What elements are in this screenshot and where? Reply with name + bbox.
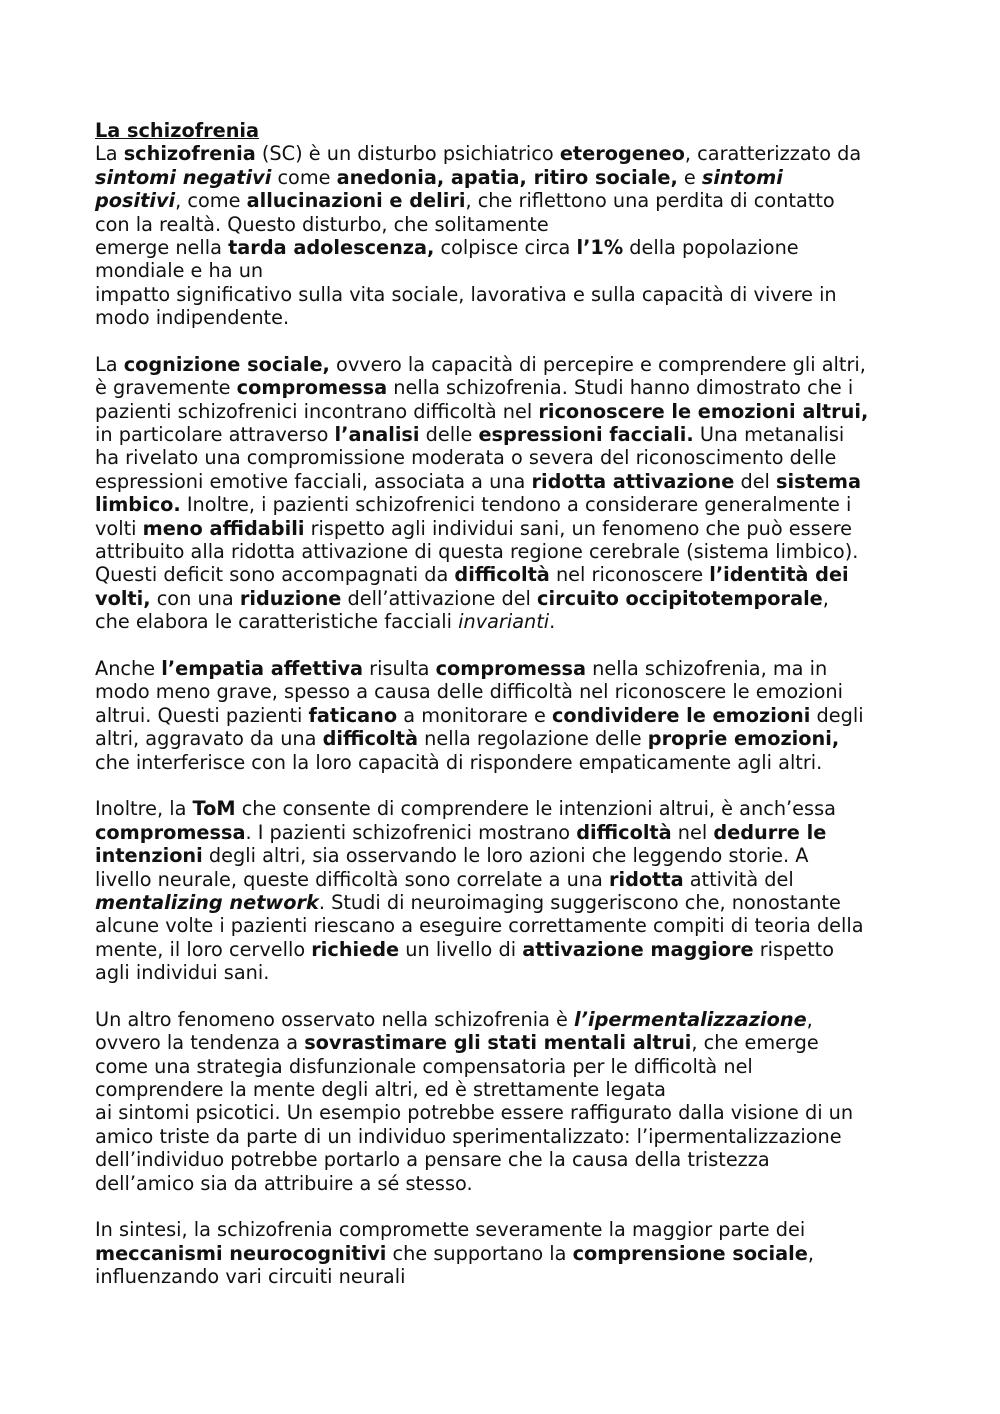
text-line (95, 540, 915, 563)
text-run: , come (175, 189, 247, 213)
text-run: positivi (95, 189, 176, 213)
text-run: comprendere la mente degli altri, ed è strettamente legata (95, 1078, 666, 1102)
text-run: emerge nella (95, 235, 229, 259)
text-run: sintomi (701, 165, 783, 189)
text-run: compromessa (236, 376, 388, 400)
text-run: Inoltre, i pazienti schizofrenici tendono a considerare generalmente i (180, 493, 852, 517)
text-line (95, 704, 915, 727)
text-line (95, 680, 915, 703)
text-run: degli altri, sia osservando le loro azioni che leggendo storie. A (202, 844, 809, 868)
text-line (95, 236, 915, 259)
text-run: , caratterizzato da (684, 142, 862, 166)
text-run: La (95, 352, 124, 376)
text-line (95, 1172, 915, 1195)
text-run: . Studi di neuroimaging suggeriscono che, nonostante (318, 890, 841, 914)
text-line (95, 1101, 915, 1124)
text-run: richiede (311, 937, 400, 961)
text-line (95, 914, 915, 937)
text-run: e (677, 165, 702, 189)
text-run: amico triste da parte di un individuo sperimentalizzato: l’ipermentalizzazione (95, 1124, 842, 1148)
text-run: come una strategia disfunzionale compensatoria per le difficoltà nel (95, 1054, 753, 1078)
text-line (95, 797, 915, 820)
text-run: della popolazione (623, 235, 799, 259)
text-line (95, 1148, 915, 1171)
text-run: sovrastimare gli stati mentali altrui (304, 1031, 692, 1055)
text-run: volti, (95, 586, 151, 610)
text-run: un livello di (399, 937, 523, 961)
text-run: intenzioni (95, 844, 203, 868)
document-text (95, 142, 915, 1288)
text-run: , che emerge (691, 1031, 819, 1055)
text-run: condividere le emozioni (551, 703, 811, 727)
text-run: invarianti (458, 610, 550, 634)
text-line (95, 821, 915, 844)
text-line (95, 400, 915, 423)
text-run: . (549, 610, 556, 634)
text-run: è gravemente (95, 376, 237, 400)
text-run: , (806, 1007, 813, 1031)
text-run: . I pazienti schizofrenici mostrano (245, 820, 577, 844)
text-run: allucinazioni e deliri (246, 189, 466, 213)
text-line (95, 1055, 915, 1078)
text-run: dell’amico sia da attribuire a sé stesso. (95, 1171, 473, 1195)
text-run: proprie emozioni, (647, 727, 840, 751)
text-run: limbico. (95, 493, 181, 517)
text-line (95, 1265, 915, 1288)
text-run: , (807, 1241, 814, 1265)
text-line (95, 446, 915, 469)
text-run: mondiale e ha un (95, 259, 264, 283)
paragraph-break (95, 330, 915, 353)
text-run: difficoltà (576, 820, 672, 844)
text-run: espressioni emotive facciali, associata a una (95, 469, 532, 493)
paragraph-break (95, 984, 915, 1007)
text-run: Una metanalisi (693, 423, 845, 447)
text-run: delle (419, 423, 479, 447)
text-line (95, 517, 915, 540)
text-run: che supportano la (386, 1241, 573, 1265)
text-line (95, 1031, 915, 1054)
text-run: risulta (363, 656, 436, 680)
text-line (95, 844, 915, 867)
text-run: del (734, 469, 777, 493)
text-run: nel (671, 820, 714, 844)
text-line (95, 891, 915, 914)
text-run: cognizione sociale, (123, 352, 330, 376)
text-run: l’1% (576, 235, 624, 259)
text-run: Un altro fenomeno osservato nella schizofrenia è (95, 1007, 575, 1031)
text-line (95, 423, 915, 446)
text-run: circuito occipitotemporale (537, 586, 823, 610)
text-run: dell’attivazione del (341, 586, 538, 610)
text-line (95, 1218, 915, 1241)
text-run: che consente di comprendere le intenzioni altrui, è anch’essa (235, 797, 836, 821)
text-run: riconoscere le emozioni altrui, (538, 399, 869, 423)
text-run: agli individui sani. (95, 961, 270, 985)
text-run: in particolare attraverso (95, 423, 335, 447)
text-line (95, 751, 915, 774)
paragraph-break (95, 774, 915, 797)
text-run: compromessa (95, 820, 246, 844)
text-run: nel riconoscere (549, 563, 710, 587)
text-run: attività del (683, 867, 794, 891)
text-line (95, 142, 915, 165)
text-run: livello neurale, queste difficoltà sono correlate a una (95, 867, 609, 891)
text-run: nella regolazione delle (418, 727, 648, 751)
text-line (95, 727, 915, 750)
text-run: modo indipendente. (95, 306, 290, 330)
text-run: (SC) è un disturbo psichiatrico (255, 142, 560, 166)
paragraph-break (95, 1195, 915, 1218)
text-line (95, 610, 915, 633)
text-line (95, 259, 915, 282)
text-run: tarda adolescenza, (228, 235, 435, 259)
text-run: sintomi negativi (95, 165, 272, 189)
text-run: comprensione sociale (572, 1241, 808, 1265)
text-run: ovvero la tendenza a (95, 1031, 305, 1055)
text-run: l’ipermentalizzazione (574, 1007, 807, 1031)
text-run: rispetto agli individui sani, un fenomeno che può essere (304, 516, 852, 540)
text-line (95, 1078, 915, 1101)
text-run: compromessa (435, 656, 587, 680)
text-run: anedonia, apatia, ritiro sociale, (336, 165, 678, 189)
text-run: espressioni facciali. (478, 423, 694, 447)
text-run: alcune volte i pazienti riescano a eseguire correttamente compiti di teoria della (95, 914, 864, 938)
text-run: Inoltre, la (95, 797, 193, 821)
text-run: altrui. Questi pazienti (95, 703, 309, 727)
text-run: influenzando vari circuiti neurali (95, 1265, 406, 1289)
text-line (95, 213, 915, 236)
text-run: difficoltà (322, 727, 419, 751)
text-line (95, 657, 915, 680)
text-line (95, 868, 915, 891)
text-line (95, 587, 915, 610)
text-line (95, 961, 915, 984)
text-line (95, 306, 915, 329)
text-run: La (95, 142, 124, 166)
text-line (95, 283, 915, 306)
text-run: meno affidabili (142, 516, 305, 540)
document-body (95, 119, 915, 1289)
document-title: La schizofrenia (95, 119, 260, 142)
text-run: con la realtà. Questo disturbo, che solitamente (95, 212, 549, 236)
text-run: impatto significativo sulla vita sociale, lavorativa e sulla capacità di vivere in (95, 282, 837, 306)
text-run: nella schizofrenia, ma in (586, 656, 828, 680)
text-run: che elabora le caratteristiche facciali (95, 610, 459, 634)
text-run: riduzione (239, 586, 342, 610)
text-line (95, 1008, 915, 1031)
text-run: eterogeneo (559, 142, 685, 166)
text-line (95, 353, 915, 376)
text-run: modo meno grave, spesso a causa delle difficoltà nel riconoscere le emozioni (95, 680, 843, 704)
text-run: come (271, 165, 337, 189)
text-run: In sintesi, la schizofrenia compromette severamente la maggior parte dei (95, 1218, 806, 1242)
text-run: attivazione maggiore (522, 937, 754, 961)
text-run: l’analisi (334, 423, 420, 447)
text-run: ovvero la capacità di percepire e comprendere gli altri, (329, 352, 866, 376)
text-run: faticano (308, 703, 398, 727)
text-run: mentalizing network (95, 890, 319, 914)
text-run: con una (150, 586, 240, 610)
text-run: pazienti schizofrenici incontrano difficoltà nel (95, 399, 539, 423)
text-line (95, 376, 915, 399)
text-run: ridotta (608, 867, 684, 891)
text-run: volti (95, 516, 143, 540)
text-run: colpisce circa (434, 235, 577, 259)
text-run: meccanismi neurocognitivi (95, 1241, 387, 1265)
text-run: dell’individuo potrebbe portarlo a pensare che la causa della tristezza (95, 1148, 770, 1172)
text-run: ha rivelato una compromissione moderata o severa del riconoscimento delle (95, 446, 837, 470)
text-run: nella schizofrenia. Studi hanno dimostrato che i (387, 376, 854, 400)
text-run: l’empatia affettiva (161, 656, 364, 680)
text-line (95, 938, 915, 961)
text-line (95, 166, 915, 189)
text-line (95, 563, 915, 586)
text-run: ridotta attivazione (531, 469, 735, 493)
text-run: degli (810, 703, 864, 727)
text-run: Anche (95, 656, 162, 680)
text-run: mente, il loro cervello (95, 937, 312, 961)
text-line (95, 470, 915, 493)
text-run: Questi deficit sono accompagnati da (95, 563, 455, 587)
text-run: , che riflettono una perdita di contatto (465, 189, 835, 213)
text-run: a monitorare e (397, 703, 552, 727)
text-run: altri, aggravato da una (95, 727, 323, 751)
text-line (95, 1125, 915, 1148)
text-run: sistema (776, 469, 862, 493)
text-run: ai sintomi psicotici. Un esempio potrebbe essere raffigurato dalla visione di un (95, 1101, 854, 1125)
text-run: l’identità dei (709, 563, 849, 587)
text-line (95, 189, 915, 212)
text-run: , (822, 586, 829, 610)
text-line (95, 1242, 915, 1265)
paragraph-break (95, 634, 915, 657)
text-run: dedurre le (713, 820, 827, 844)
text-run: difficoltà (454, 563, 550, 587)
text-run: ToM (192, 797, 236, 821)
text-run: rispetto (753, 937, 835, 961)
text-run: che interferisce con la loro capacità di rispondere empaticamente agli altri. (95, 750, 823, 774)
text-run: schizofrenia (123, 142, 256, 166)
text-line (95, 493, 915, 516)
text-run: attribuito alla ridotta attivazione di questa regione cerebrale (sistema limbico). (95, 540, 859, 564)
